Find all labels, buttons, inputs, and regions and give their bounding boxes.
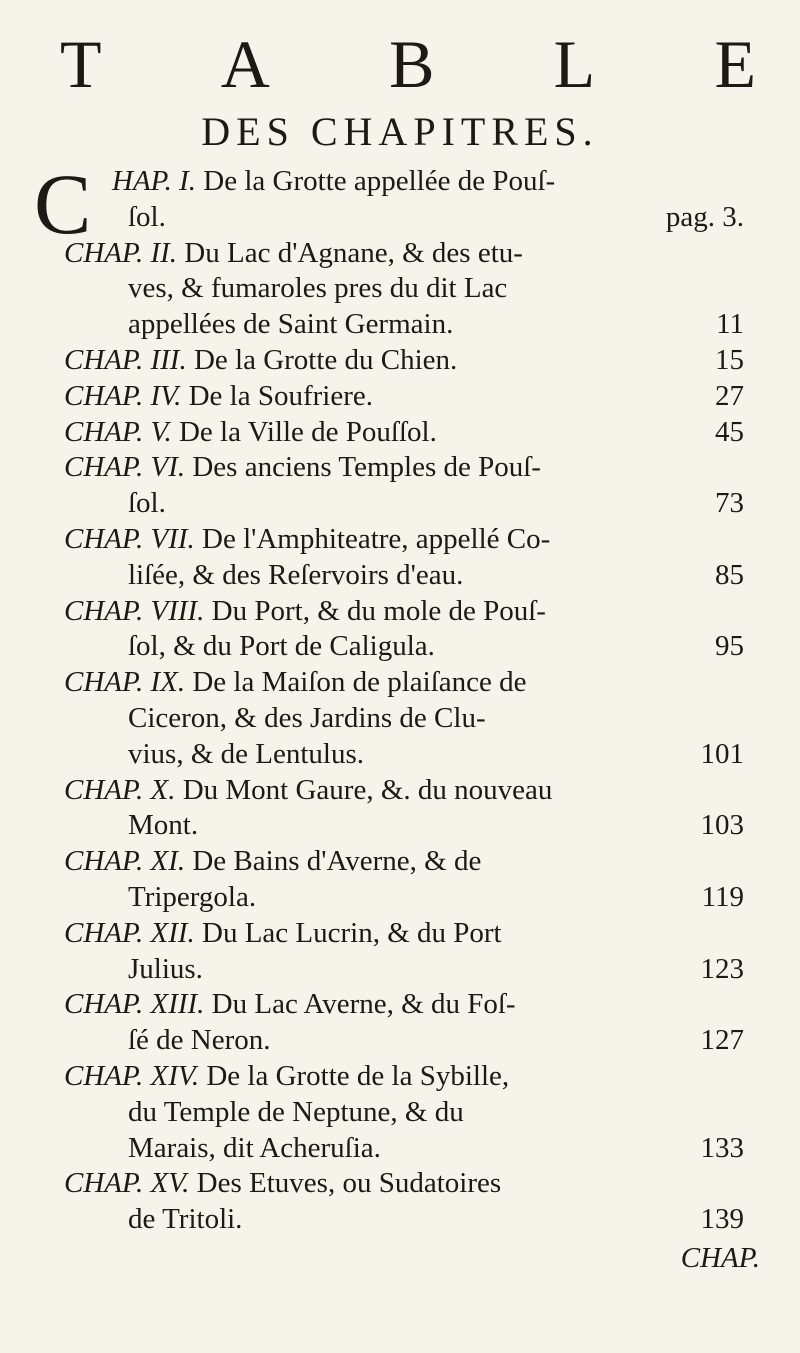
- chapter-number: CHAP. XII.: [64, 916, 195, 949]
- chapter-number: CHAP. IX.: [64, 666, 186, 699]
- chapter-number: CHAP. VI.: [64, 451, 186, 484]
- page-number: 139: [700, 1203, 744, 1236]
- chapter-title-line: du Temple de Neptune, & du: [128, 1095, 464, 1128]
- chapter-title-line: Du Port, & du mole de Pouſ-: [211, 594, 546, 627]
- chapter-entry: [64, 450, 784, 522]
- chapter-title-line: ves, & fumaroles pres du dit Lac: [128, 272, 508, 305]
- title-letter: A: [220, 26, 274, 102]
- title-letter: E: [714, 26, 760, 102]
- chapter-title-line: Des Etuves, ou Sudatoires: [196, 1167, 502, 1200]
- chapter-number: CHAP. XIII.: [64, 988, 205, 1021]
- chapter-title-line: De la Grotte du Chien.: [193, 343, 458, 376]
- chapter-entry: [64, 379, 784, 415]
- page-number: 73: [715, 487, 744, 520]
- chapter-entry: [64, 343, 784, 379]
- chapter-title-line: Marais, dit Acheruſia.: [128, 1131, 381, 1164]
- chapter-title-line: vius, & de Lentulus.: [128, 737, 365, 770]
- chapter-entry: [64, 236, 784, 343]
- title-letter: L: [553, 26, 600, 102]
- chapter-title-line: De l'Amphiteatre, appellé Co-: [202, 522, 551, 555]
- chapter-title-line: de Tritoli.: [128, 1203, 243, 1236]
- chapter-title-line: Julius.: [128, 952, 203, 985]
- chapter-title-line: Mont.: [128, 809, 199, 842]
- page-number: 95: [715, 630, 744, 663]
- chapter-title-line: Tripergola.: [128, 880, 257, 913]
- page-number: pag. 3.: [665, 200, 744, 233]
- chapter-entry: [64, 773, 784, 845]
- chapter-entry: [64, 415, 784, 451]
- chapter-entry: [34, 156, 784, 252]
- chapter-title-line: Du Lac Lucrin, & du Port: [202, 916, 502, 949]
- chapter-title-line: Ciceron, & des Jardins de Clu-: [128, 701, 486, 734]
- chapter-number: CHAP. X.: [64, 773, 176, 806]
- chapter-number: CHAP. V.: [64, 415, 172, 448]
- chapter-entry: [64, 594, 784, 666]
- drop-cap: C: [34, 156, 92, 252]
- page-number: 15: [715, 343, 744, 376]
- page-number: 85: [715, 558, 744, 591]
- chapter-list: [34, 156, 784, 1238]
- chapter-entry: [64, 665, 784, 772]
- chapter-number: CHAP. XV.: [64, 1167, 190, 1200]
- page-number: 45: [715, 415, 744, 448]
- page-number: 101: [700, 737, 744, 770]
- page-number: 119: [701, 880, 744, 913]
- chapter-entry: [64, 844, 784, 916]
- chapter-title-line: De la Ville de Pouſſol.: [178, 415, 437, 448]
- chapter-title-line: Du Mont Gaure, &. du nouveau: [182, 773, 553, 806]
- chapter-title-line: liſée, & des Reſervoirs d'eau.: [128, 558, 464, 591]
- chapter-title-line: ſol, & du Port de Caligula.: [128, 630, 435, 663]
- chapter-entry: [64, 916, 784, 988]
- chapter-entry: [64, 1166, 784, 1238]
- chapter-title-line: ſol.: [128, 200, 166, 233]
- page-number: 27: [715, 379, 744, 412]
- title-letter: T: [60, 26, 106, 102]
- chapter-entry: [64, 1059, 784, 1166]
- chapter-title-line: De la Grotte appellée de Pouſ-: [203, 165, 556, 197]
- page-number: 103: [700, 809, 744, 842]
- chapter-entry: [64, 987, 784, 1059]
- chapter-number: HAP. I.: [112, 165, 197, 197]
- page-number: 133: [700, 1131, 744, 1164]
- chapter-number: CHAP. XIV.: [64, 1059, 200, 1092]
- title-letter: B: [389, 26, 439, 102]
- chapter-number: CHAP. XI.: [64, 845, 186, 878]
- chapter-number: CHAP. IV.: [64, 379, 182, 412]
- chapter-title-line: Des anciens Temples de Pouſ-: [192, 451, 541, 484]
- chapter-entry: [64, 522, 784, 594]
- catchword: CHAP.: [680, 1242, 760, 1274]
- chapter-number: CHAP. VIII.: [64, 594, 205, 627]
- chapter-number: CHAP. II.: [64, 236, 178, 269]
- chapter-title-line: De Bains d'Averne, & de: [192, 845, 482, 878]
- page-number: 11: [716, 308, 744, 341]
- chapter-title-line: De la Maiſon de plaiſance de: [192, 666, 527, 699]
- chapter-title-line: appellées de Saint Germain.: [128, 308, 454, 341]
- page-subtitle: DES CHAPITRES.: [201, 109, 599, 154]
- page-number: 123: [700, 952, 744, 985]
- chapter-title-line: Du Lac Averne, & du Foſ-: [211, 988, 516, 1021]
- chapter-number: CHAP. III.: [64, 343, 187, 376]
- chapter-title-line: ſol.: [128, 487, 166, 520]
- chapter-title-line: De la Grotte de la Sybille,: [206, 1059, 510, 1092]
- chapter-number: CHAP. VII.: [64, 522, 195, 555]
- page-title: [60, 26, 760, 102]
- page-number: 127: [700, 1024, 744, 1057]
- chapter-title-line: De la Soufriere.: [188, 379, 374, 412]
- chapter-title-line: Du Lac d'Agnane, & des etu-: [184, 236, 523, 269]
- chapter-title-line: ſé de Neron.: [128, 1024, 271, 1057]
